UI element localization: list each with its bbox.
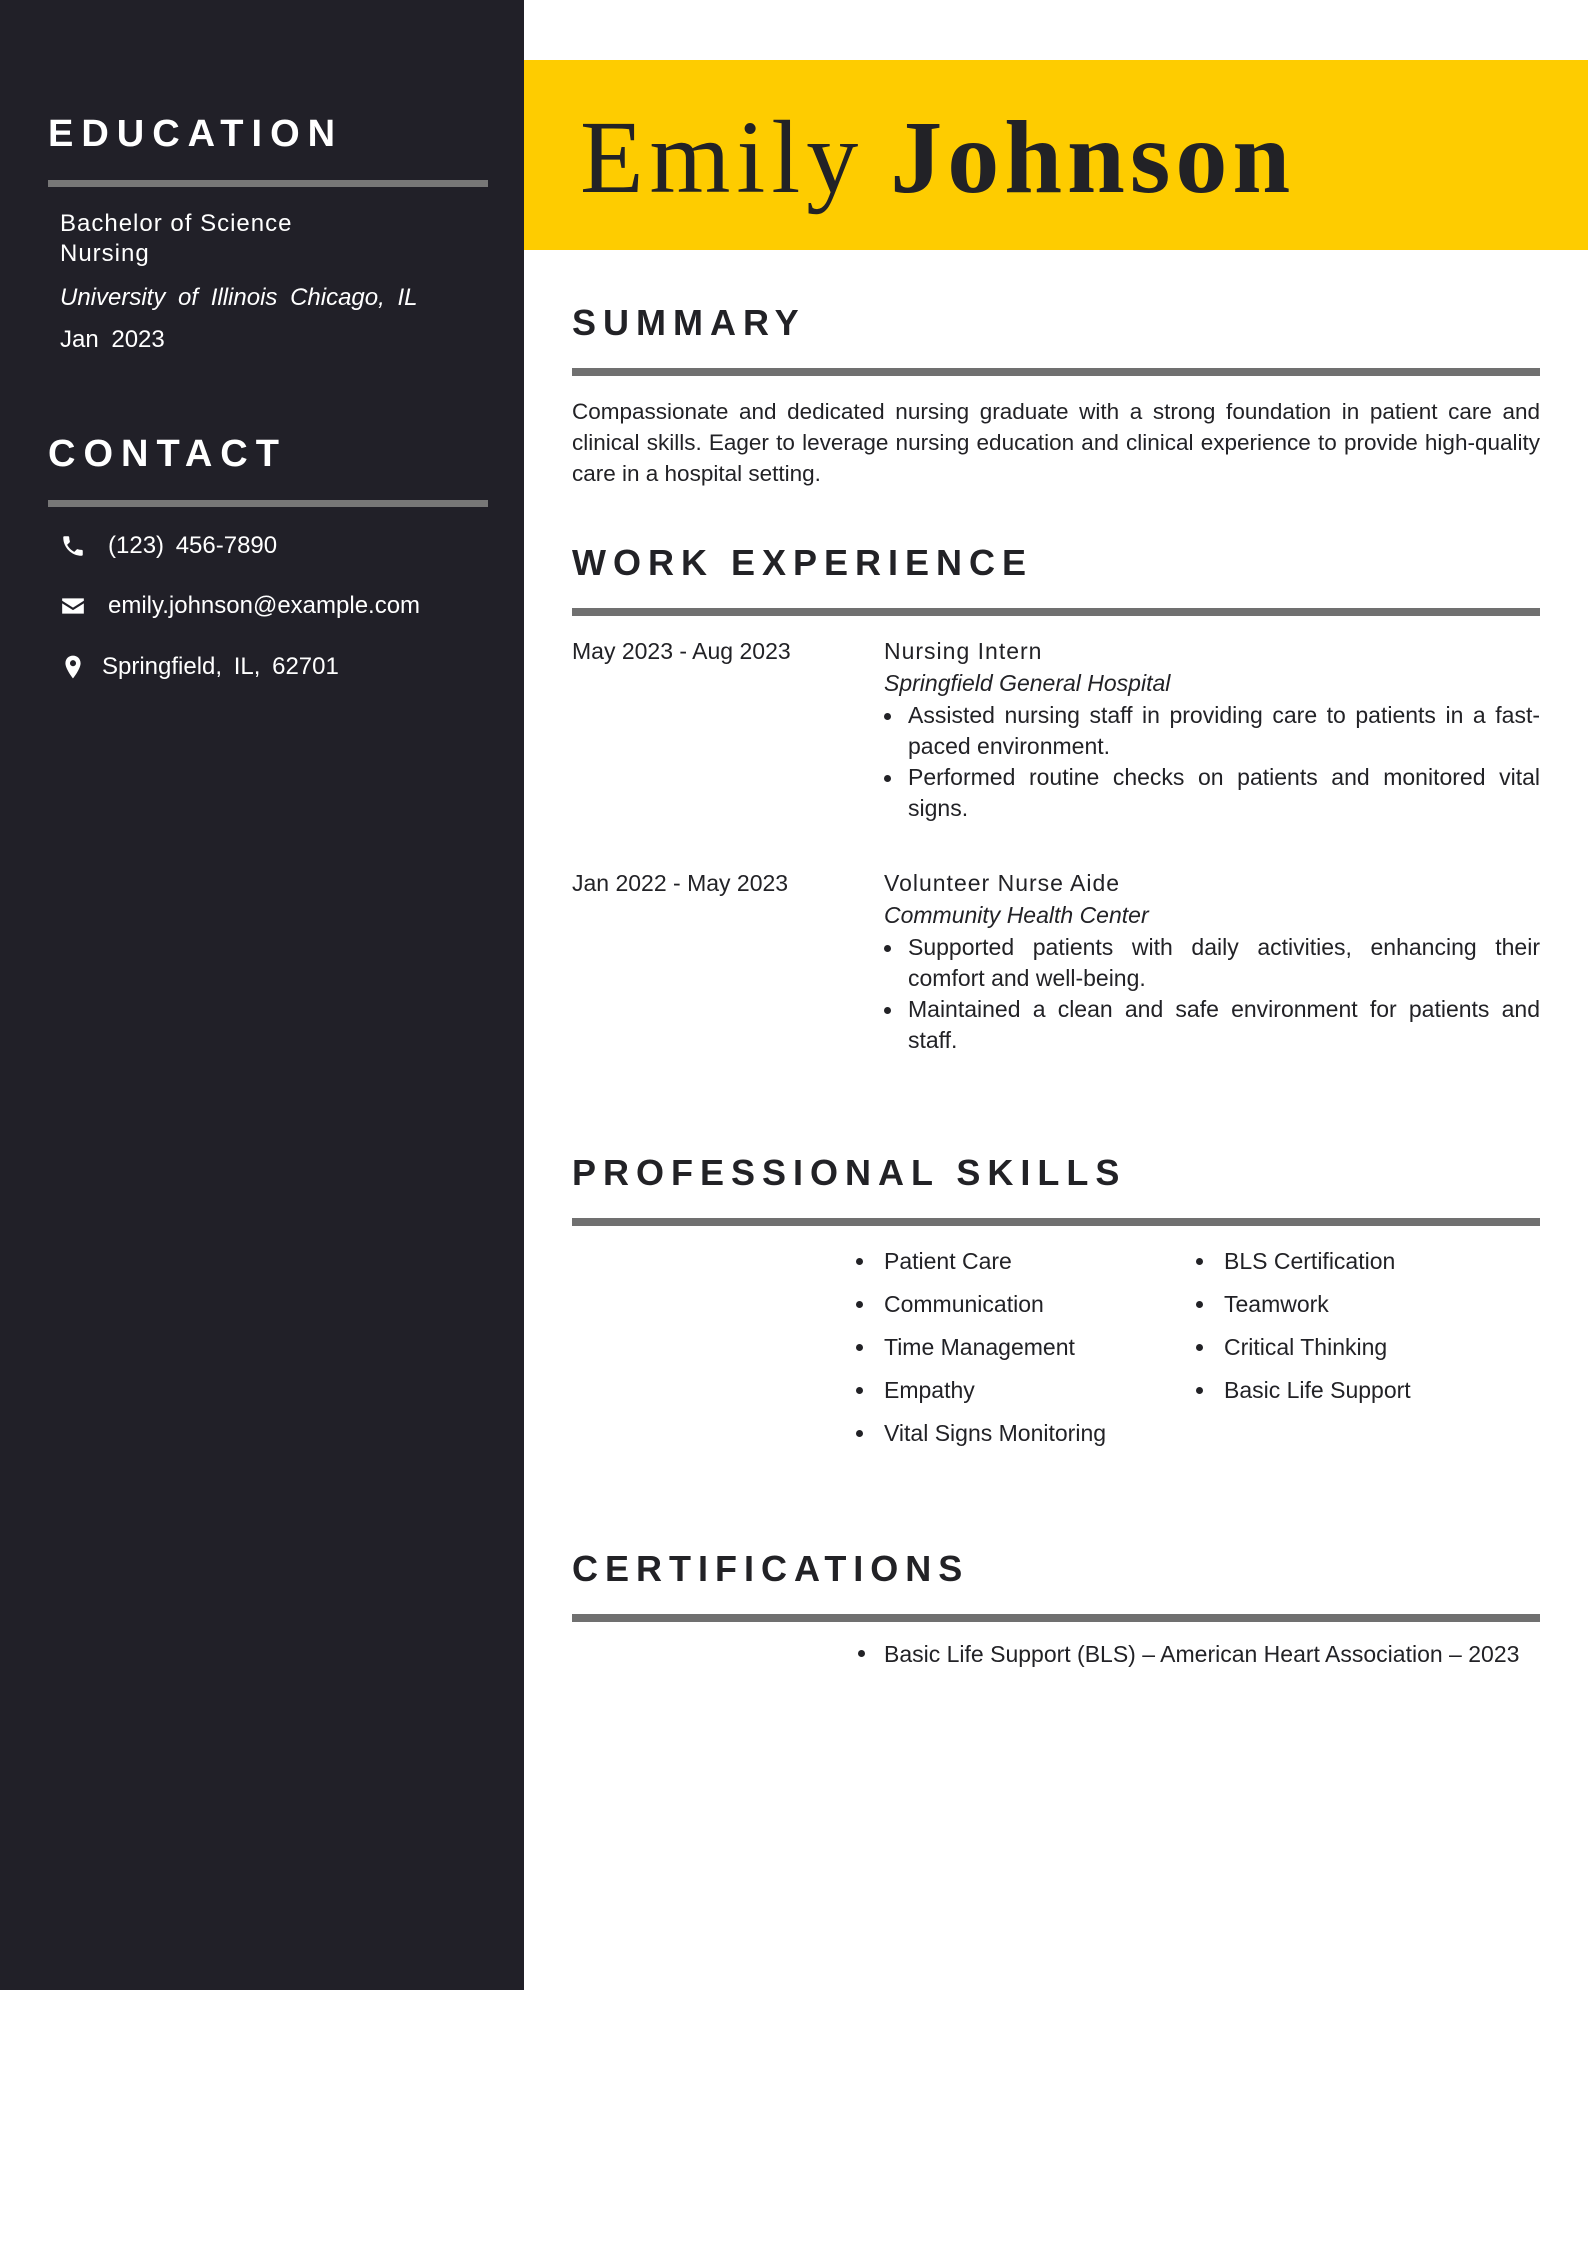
skill-item: Time Management [854,1332,1184,1375]
phone-icon [60,533,86,559]
summary-text: Compassionate and dedicated nursing graduate with a strong foundation in patient care and clinical skills. Eager to leverage nursing education and clinical experience to provide high-quality care in a hospital setting. [572,399,1540,486]
certifications-divider [572,1614,1540,1622]
skills-heading: PROFESSIONAL SKILLS [572,1152,1127,1193]
location-text: Springfield, IL, 62701 [102,653,339,680]
skill-item: BLS Certification [1194,1246,1524,1289]
certification-item: Basic Life Support (BLS) – American Heart Association – 2023 [856,1638,1540,1670]
skill-item: Communication [854,1289,1184,1332]
job-bullet-list [884,932,1540,1056]
job-bullet: Supported patients with daily activities, enhancing their comfort and well-being. [884,932,1540,994]
contact-divider [48,500,488,507]
skills-list-right [1194,1246,1524,1418]
summary-section [572,302,1540,512]
job-bullet: Assisted nursing staff in providing care to patients in a fast-paced environment. [884,700,1540,762]
skill-item: Vital Signs Monitoring [854,1418,1184,1461]
education-date: Jan 2023 [60,326,165,353]
work-experience-section [572,542,1540,1082]
education-school: University of Illinois Chicago, IL [60,284,418,311]
job-dates: May 2023 - Aug 2023 [572,638,791,664]
envelope-icon [60,593,86,619]
job-bullet: Performed routine checks on patients and monitored vital signs. [884,762,1540,824]
skill-item: Critical Thinking [1194,1332,1524,1375]
summary-divider [572,368,1540,376]
education-degree: Bachelor of Science Nursing [60,210,293,267]
skills-section [572,1152,1540,1452]
certifications-heading: CERTIFICATIONS [572,1548,970,1589]
contact-heading: CONTACT [48,433,287,475]
certification-list [856,1638,1540,1670]
work-experience-divider [572,608,1540,616]
phone-number: (123) 456-7890 [108,532,278,559]
contact-section [48,432,488,682]
skill-item: Empathy [854,1375,1184,1418]
skills-divider [572,1218,1540,1226]
map-pin-icon [60,654,86,680]
skill-item: Basic Life Support [1194,1375,1524,1418]
job-organization: Community Health Center [884,902,1149,928]
education-heading: EDUCATION [48,113,344,155]
first-name: Emily [580,100,865,215]
contact-phone [60,531,488,561]
job-organization: Springfield General Hospital [884,670,1171,696]
education-section [48,112,488,355]
job-bullet: Maintained a clean and safe environment for patients and staff. [884,994,1540,1056]
education-divider [48,180,488,187]
skill-item: Teamwork [1194,1289,1524,1332]
job-dates: Jan 2022 - May 2023 [572,870,789,896]
certifications-section [572,1548,1540,1728]
name-banner [524,60,1588,250]
job-bullet-list [884,700,1540,824]
work-experience-heading: WORK EXPERIENCE [572,542,1034,583]
last-name: Johnson [890,100,1296,215]
email-address: emily.johnson@example.com [108,592,421,619]
contact-location [60,652,488,682]
summary-heading: SUMMARY [572,302,806,343]
sidebar [0,0,524,1990]
job-title: Nursing Intern [884,638,1043,664]
contact-email [60,591,488,621]
skill-item: Patient Care [854,1246,1184,1289]
job-title: Volunteer Nurse Aide [884,870,1121,896]
candidate-name [580,100,1296,215]
skills-list-left [854,1246,1184,1461]
